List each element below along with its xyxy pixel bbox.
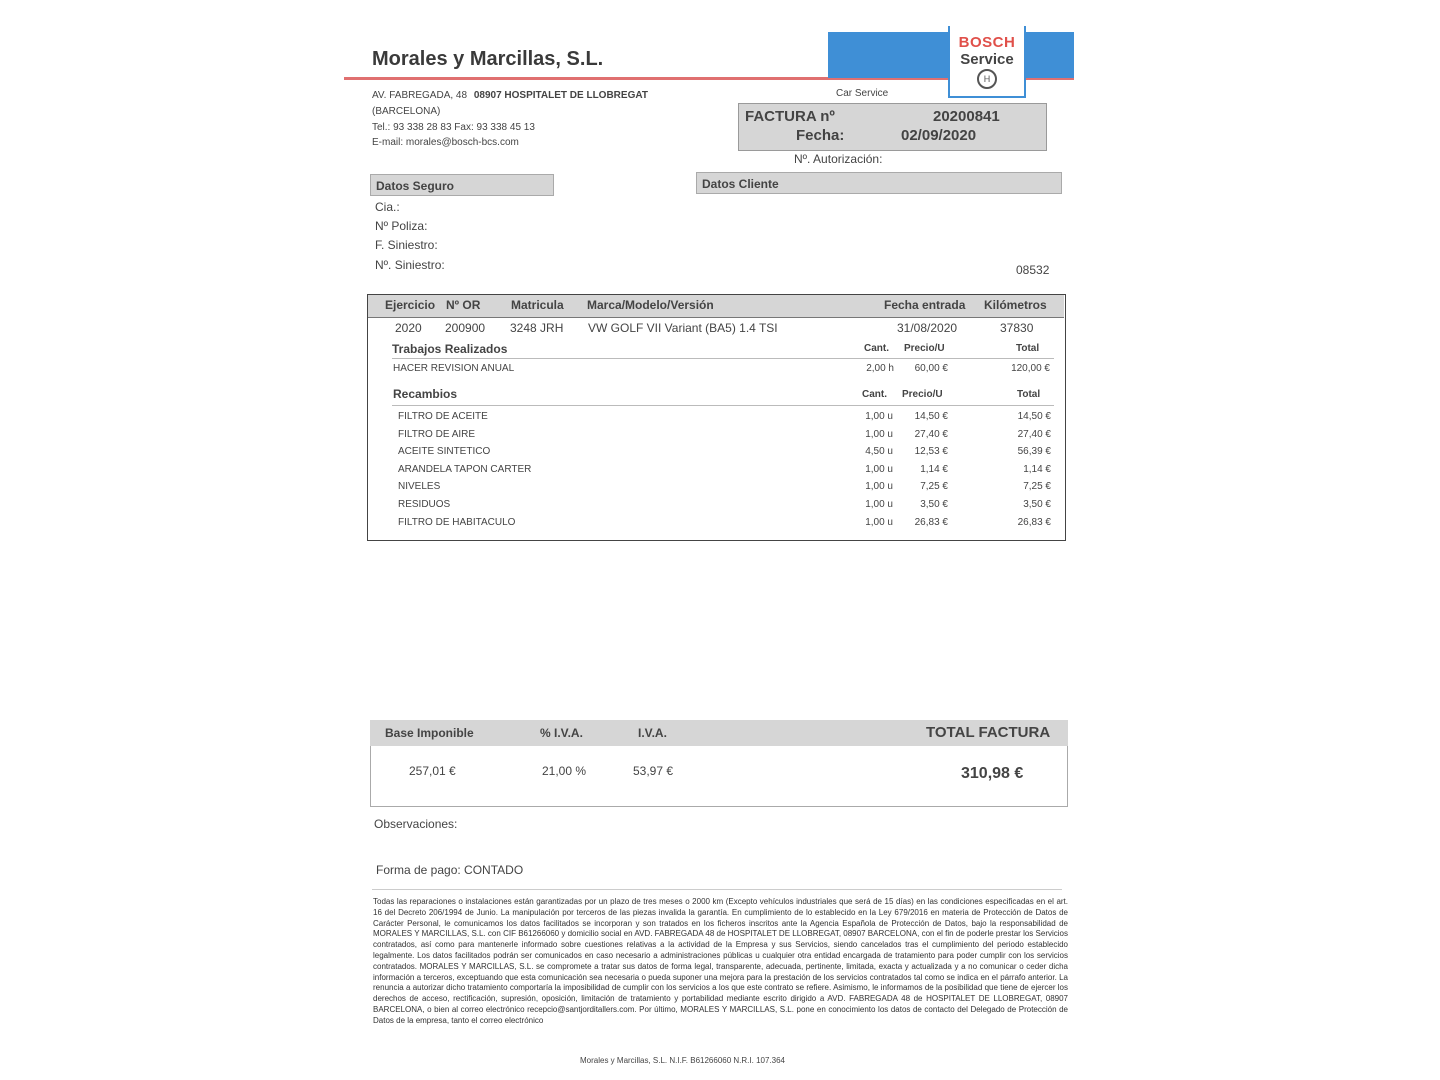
vehicle-ejercicio: 2020 xyxy=(395,321,422,335)
insurance-claim-number: Nº. Siniestro: xyxy=(375,258,445,272)
trabajos-col-total: Total xyxy=(1016,343,1040,354)
footer-text: Morales y Marcillas, S.L. N.I.F. B61266060 N.R.I. 107.364 xyxy=(580,1056,785,1065)
line-item-quantity: 1,00 u xyxy=(865,411,893,422)
brand-band-left xyxy=(828,32,950,78)
payment-method: Forma de pago: CONTADO xyxy=(376,863,524,877)
vehicle-km: 37830 xyxy=(1000,321,1034,335)
bosch-emblem-icon: H xyxy=(977,69,997,89)
line-item-total: 26,83 € xyxy=(1017,516,1051,528)
vehicle-fecha: 31/08/2020 xyxy=(897,321,958,335)
line-item-description: FILTRO DE AIRE xyxy=(398,428,476,440)
line-item-total: 56,39 € xyxy=(1017,446,1051,458)
line-item-total: 3,50 € xyxy=(1023,499,1051,510)
vehicle-row xyxy=(368,321,1064,339)
bosch-logo-text: BOSCH xyxy=(958,34,1016,51)
company-street: AV. FABREGADA, 48 xyxy=(372,90,468,101)
insurance-policy: Nº Poliza: xyxy=(375,219,428,233)
invoice-date: 02/09/2020 xyxy=(901,127,977,144)
line-item-description: ARANDELA TAPON CARTER xyxy=(398,463,532,475)
line-item-description: RESIDUOS xyxy=(398,499,451,510)
recambios-divider xyxy=(392,405,1054,406)
invoice-header-box xyxy=(738,103,1047,151)
line-item-quantity: 2,00 h xyxy=(866,363,894,374)
line-item-quantity: 1,00 u xyxy=(865,481,893,493)
invoice-date-label: Fecha: xyxy=(796,127,845,144)
line-item-unit-price: 14,50 € xyxy=(914,411,948,422)
line-item-total: 1,14 € xyxy=(1023,463,1051,475)
col-kilometros: Kilómetros xyxy=(984,298,1047,312)
trabajos-divider xyxy=(392,358,1054,359)
company-city: 08907 HOSPITALET DE LLOBREGAT xyxy=(473,90,648,101)
base-value: 257,01 € xyxy=(409,764,456,778)
line-item-quantity: 1,00 u xyxy=(865,499,893,510)
vehicle-modelo: VW GOLF VII Variant (BA5) 1.4 TSI xyxy=(588,321,778,335)
recambios-title: Recambios xyxy=(393,387,458,401)
invoice-number-label: FACTURA nº xyxy=(745,108,835,125)
authorization-label: Nº. Autorización: xyxy=(794,152,883,166)
observaciones-label: Observaciones: xyxy=(374,817,458,831)
invoice-number: 20200841 xyxy=(933,108,1000,125)
recambios-col-total: Total xyxy=(1017,389,1041,400)
bosch-service-text: Service xyxy=(960,51,1014,68)
company-phone: Tel.: 93 338 28 83 Fax: 93 338 45 13 xyxy=(372,122,535,133)
vehicle-or: 200900 xyxy=(445,321,486,335)
iva-value: 53,97 € xyxy=(633,764,674,778)
line-item-unit-price: 7,25 € xyxy=(920,481,948,493)
line-item-description: HACER REVISION ANUAL xyxy=(393,363,515,374)
vehicle-header-row xyxy=(368,295,1064,318)
line-item-total: 7,25 € xyxy=(1023,481,1051,493)
col-or: Nº OR xyxy=(446,298,481,312)
line-item-description: FILTRO DE HABITACULO xyxy=(398,516,516,528)
trabajos-title: Trabajos Realizados xyxy=(392,342,508,356)
pct-value: 21,00 % xyxy=(542,764,587,778)
base-label: Base Imponible xyxy=(385,726,474,740)
line-item-quantity: 1,00 u xyxy=(865,463,893,475)
line-item-quantity: 1,00 u xyxy=(865,516,893,528)
line-item-description: ACEITE SINTETICO xyxy=(398,446,491,458)
company-email: E-mail: morales@bosch-bcs.com xyxy=(372,137,519,148)
insurance-claim-date: F. Siniestro: xyxy=(375,238,438,252)
line-item-unit-price: 12,53 € xyxy=(914,446,948,458)
trabajos-col-cant: Cant. xyxy=(864,343,889,354)
line-item-description: NIVELES xyxy=(398,481,441,493)
trabajos-col-precio: Precio/U xyxy=(904,343,945,354)
line-item-unit-price: 3,50 € xyxy=(920,499,948,510)
line-item-unit-price: 60,00 € xyxy=(914,363,948,374)
section-client-title: Datos Cliente xyxy=(696,172,1062,194)
line-item-quantity: 1,00 u xyxy=(865,428,893,440)
brand-tagline: Car Service xyxy=(836,88,889,99)
line-item-total: 27,40 € xyxy=(1017,428,1051,440)
col-matricula: Matricula xyxy=(511,298,564,312)
line-item-unit-price: 1,14 € xyxy=(920,463,948,475)
pct-label: % I.V.A. xyxy=(540,726,583,740)
section-insurance-title: Datos Seguro xyxy=(370,174,554,196)
vehicle-matricula: 3248 JRH xyxy=(510,321,564,335)
recambios-col-precio: Precio/U xyxy=(902,389,943,400)
company-address xyxy=(372,90,648,101)
col-fecha-entrada: Fecha entrada xyxy=(884,298,966,312)
company-name: Morales y Marcillas, S.L. xyxy=(372,48,604,70)
line-item-unit-price: 26,83 € xyxy=(914,516,948,528)
line-item-total: 14,50 € xyxy=(1017,411,1051,422)
total-value: 310,98 € xyxy=(961,765,1024,782)
insurance-company: Cia.: xyxy=(375,200,400,214)
col-ejercicio: Ejercicio xyxy=(385,298,436,312)
recambios-col-cant: Cant. xyxy=(862,389,887,400)
legal-divider xyxy=(372,889,1062,890)
total-label: TOTAL FACTURA xyxy=(926,724,1051,741)
line-item-description: FILTRO DE ACEITE xyxy=(398,411,488,422)
company-province: (BARCELONA) xyxy=(372,106,441,117)
line-item-total: 120,00 € xyxy=(1011,363,1050,374)
iva-label: I.V.A. xyxy=(638,726,667,740)
line-item-quantity: 4,50 u xyxy=(865,446,893,458)
line-item-unit-price: 27,40 € xyxy=(914,428,948,440)
totals-header xyxy=(370,720,1068,746)
client-code: 08532 xyxy=(1016,263,1050,277)
col-modelo: Marca/Modelo/Versión xyxy=(587,298,714,312)
legal-text: Todas las reparaciones o instalaciones están garantizadas por un plazo de tres meses o 2000 km (Excepto vehículos industriales que será de 15 días) en las condiciones especificadas en el art. 16 del Decreto 206/1994 de Junio. La manipulación por terceros de las piezas invalida la garantía. En cumplimiento de lo establecido en la Ley 679/2016 en materia de Protección de Datos de Carácter Personal, le comunicamos los datos facilitados se incorporan y son tratados en los ficheros inscritos ante la Agencia Española de Protección de Datos, bajo la responsabilidad de MORALES Y MARCILLAS, S.L. con CIF B61266060 y domicilio social en AVD. FABREGADA 48 de HOSPITALET DE LLOBREGAT, 08907 BARCELONA, con el fin de poderle prestar los Servicios contratados, así como para mantenerle informado sobre cuestiones relativas a la actividad de la Empresa y sus Servicios, siendo cancelados tras el cumplimiento del periodo establecido legalmente. Los datos facilitados podrán ser comunicados en caso necesario a administraciones públicas u cualquier otra entidad encargada de tratamiento para poder cumplir con los servicios contratados. MORALES Y MARCILLAS, S.L. se compromete a tratar sus datos de forma legal, transparente, adecuada, pertinente, limitada, exacta y actualizada y a no comunicar o ceder dicha información a terceros, exceptuando que esta comunicación sea necesaria o pueda suponer una mejora para la prestación de los servicios contratados tal como se indica en el párrafo anterior. La renuncia a autorizar dicho tratamiento comportaría la imposibilidad de cumplir con los servicios a los que este contrato se refiere. Asimismo, le informamos de la posibilidad que tiene de ejercer los derechos de acceso, rectificación, supresión, oposición, limitación de tratamiento y portabilidad mediante escrito dirigido a AVD. FABREGADA 48 de HOSPITALET DE LLOBREGAT, 08907 BARCELONA, o bien al correo electrónico recepcio@santjorditallers.com. Por último, MORALES Y MARCILLAS, S.L. pone en conocimiento los datos de contacto del Delegado de Protección de Datos de la empresa, tanto el correo electrónico xyxy=(373,897,1068,1025)
bosch-logo xyxy=(948,26,1026,98)
